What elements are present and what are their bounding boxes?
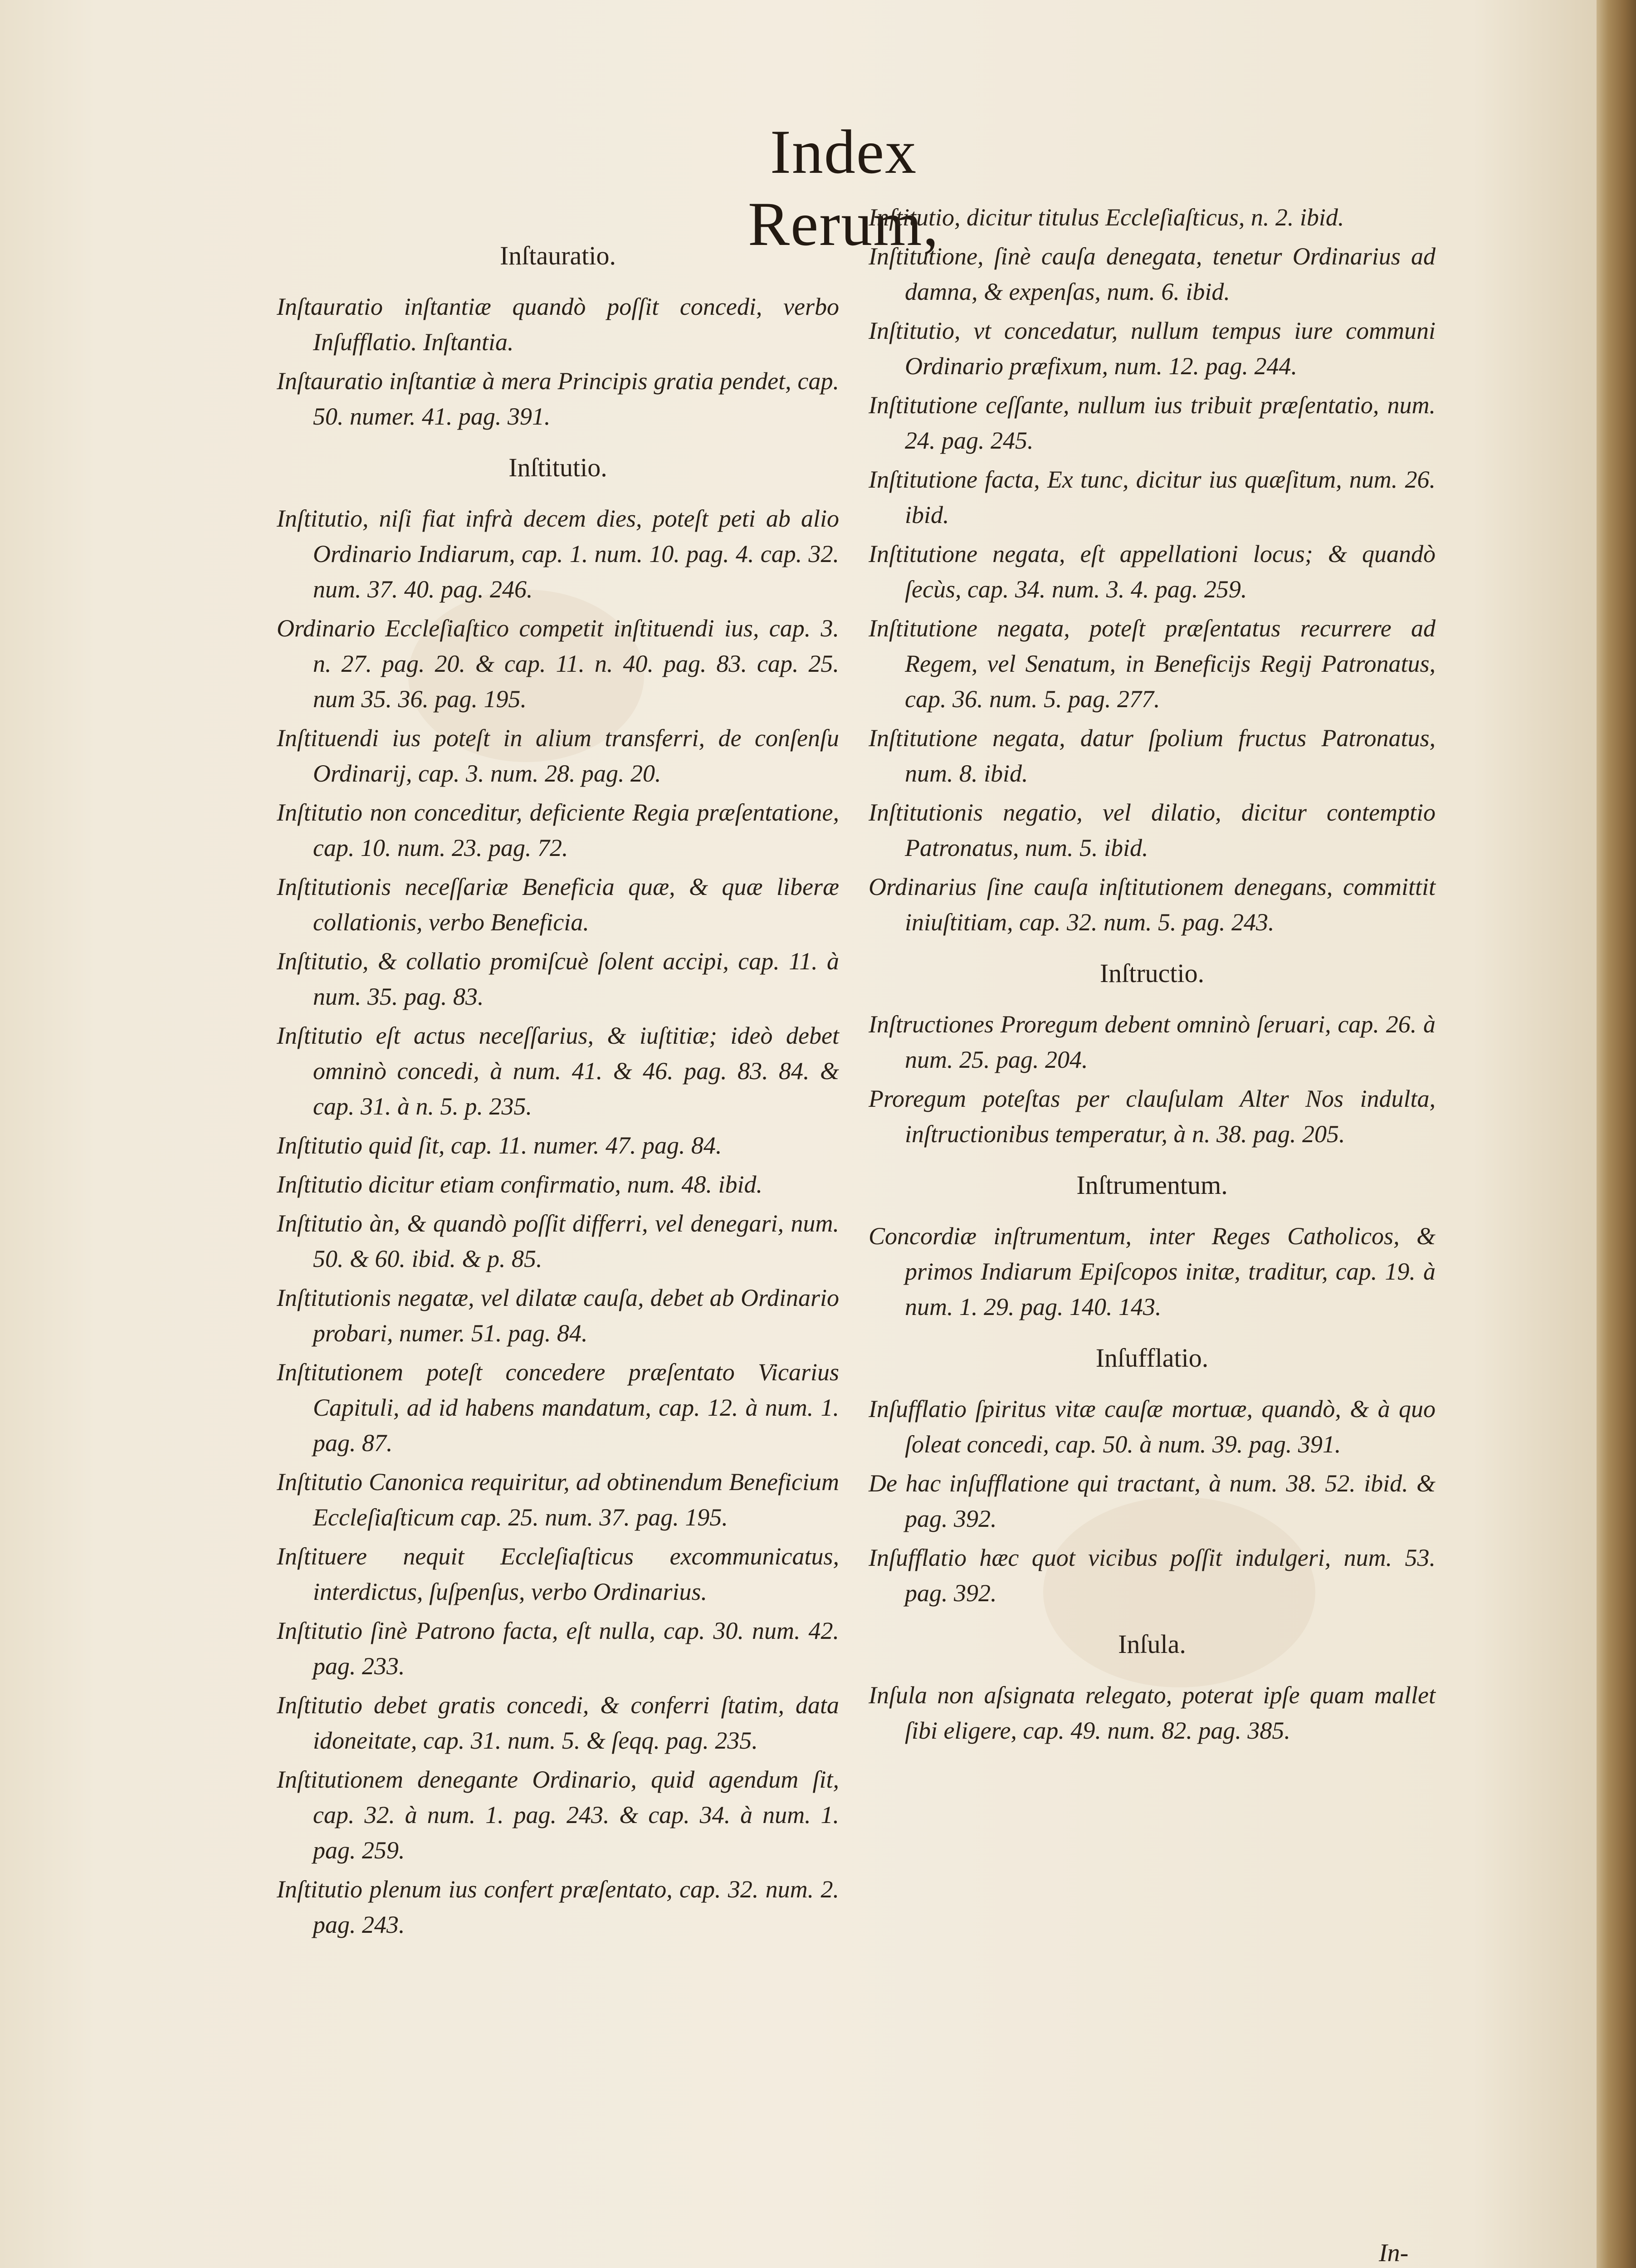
index-entry: Inſtituere nequit Eccleſiaſticus excommunicatus, interdictus, ſuſpenſus, verbo Ordinarius.: [277, 1543, 839, 1605]
index-entry: Inſtitutio debet gratis concedi, & conferri ſtatim, data idoneitate, cap. 31. num. 5. & ſeqq. pag. 235.: [277, 1691, 839, 1754]
index-entry: Concordiæ inſtrumentum, inter Reges Catholicos, & primos Indiarum Epiſcopos initæ, traditur, cap. 19. à num. 1. 29. pag. 140. 143.: [869, 1222, 1436, 1320]
book-binding-edge: [1597, 0, 1636, 2268]
index-entry: Inſtitutione facta, Ex tunc, dicitur ius quæſitum, num. 26. ibid.: [869, 466, 1436, 528]
index-entry: Inſtitutio dicitur etiam confirmatio, num. 48. ibid.: [277, 1171, 762, 1198]
index-section: [277, 240, 839, 434]
index-entry: Inſtitutio non conceditur, deficiente Regia præſentatione, cap. 10. num. 23. pag. 72.: [277, 799, 839, 861]
running-title: Index Rerum,: [747, 117, 940, 259]
index-entry: Inſtructiones Proregum debent omninò ſeruari, cap. 26. à num. 25. pag. 204.: [869, 1011, 1436, 1073]
index-entry: Inſtauratio inſtantiæ à mera Principis gratia pendet, cap. 50. numer. 41. pag. 391.: [277, 367, 839, 430]
index-entry: Inſtitutionis negatæ, vel dilatæ cauſa, debet ab Ordinario probari, numer. 51. pag. 84.: [277, 1284, 839, 1347]
right-column: [869, 200, 1436, 1752]
index-entry: Ordinarius ſine cauſa inſtitutionem denegans, committit iniuſtitiam, cap. 32. num. 5. pag. 243.: [869, 873, 1436, 936]
index-entry: Inſtitutione negata, datur ſpolium fructus Patronatus, num. 8. ibid.: [869, 724, 1436, 787]
index-entry: Inſtitutio àn, & quandò poſſit differri, vel denegari, num. 50. & 60. ibid. & p. 85.: [277, 1210, 839, 1272]
index-entry: Inſtauratio inſtantiæ quandò poſſit concedi, verbo Inſufflatio. Inſtantia.: [277, 293, 839, 356]
index-entry: Inſufflatio ſpiritus vitæ cauſæ mortuæ, quandò, & à quo ſoleat concedi, cap. 50. à num. 39. pag. 391.: [869, 1395, 1436, 1458]
index-entry: Inſtitutione, ſinè cauſa denegata, tenetur Ordinarius ad damna, & expenſas, num. 6. ibid.: [869, 243, 1436, 305]
index-section: [869, 1343, 1436, 1611]
index-entry: Inſtitutio Canonica requiritur, ad obtinendum Beneficium Eccleſiaſticum cap. 25. num. 37. pag. 195.: [277, 1468, 839, 1531]
index-entry: Proregum poteſtas per clauſulam Alter Nos indulta, inſtructionibus temperatur, à n. 38. pag. 205.: [869, 1085, 1436, 1148]
left-column: [277, 222, 839, 1946]
index-entry: Inſtitutionem poteſt concedere præſentato Vicarius Capituli, ad id habens mandatum, cap. 12. à num. 1. pag. 87.: [277, 1359, 839, 1457]
index-section: [869, 1629, 1436, 1748]
index-entry: De hac inſufflatione qui tractant, à num. 38. 52. ibid. & pag. 392.: [869, 1470, 1436, 1532]
index-entry: Inſula non aſsignata relegato, poterat ipſe quam mallet ſibi eligere, cap. 49. num. 82. pag. 385.: [869, 1681, 1436, 1744]
index-entry: Inſufflatio hæc quot vicibus poſſit indulgeri, num. 53. pag. 392.: [869, 1544, 1436, 1607]
section-heading: Inſufflatio.: [1095, 1343, 1209, 1373]
section-heading: Inſula.: [1118, 1629, 1186, 1659]
index-entry: Inſtitutio plenum ius confert præſentato, cap. 32. num. 2. pag. 243.: [277, 1876, 839, 1938]
section-heading: Inſtauratio.: [499, 241, 616, 270]
index-entry: Inſtitutionis negatio, vel dilatio, dicitur contemptio Patronatus, num. 5. ibid.: [869, 799, 1436, 861]
index-entry: Inſtitutione ceſſante, nullum ius tribuit præſentatio, num. 24. pag. 245.: [869, 391, 1436, 454]
index-entry: Inſtitutio, & collatio promiſcuè ſolent accipi, cap. 11. à num. 35. pag. 83.: [277, 948, 839, 1010]
index-entry: Inſtitutio eſt actus neceſſarius, & iuſtitiæ; ideò debet omninò concedi, à num. 41. & 46. pag. 83. 84. & cap. 31. à n. 5. p. 235.: [277, 1022, 839, 1120]
index-entry: Inſtitutione negata, poteſt præſentatus recurrere ad Regem, vel Senatum, in Beneficijs Regij Patronatus, cap. 36. num. 5. pag. 277.: [869, 615, 1436, 713]
index-entry: Ordinario Eccleſiaſtico competit inſtituendi ius, cap. 3. n. 27. pag. 20. & cap. 11. n. 40. pag. 83. cap. 25. num 35. 36. pag. 195.: [277, 615, 839, 713]
index-entry: Inſtituendi ius poteſt in alium transferri, de conſenſu Ordinarij, cap. 3. num. 28. pag. 20.: [277, 724, 839, 787]
index-entry: Inſtitutionem denegante Ordinario, quid agendum ſit, cap. 32. à num. 1. pag. 243. & cap. 34. à num. 1. pag. 259.: [277, 1766, 839, 1864]
index-entry: Inſtitutio, vt concedatur, nullum tempus iure communi Ordinario præfixum, num. 12. pag. 244.: [869, 317, 1436, 380]
index-entry: Inſtitutio ſinè Patrono facta, eſt nulla, cap. 30. num. 42. pag. 233.: [277, 1617, 839, 1680]
section-heading: Inſtrumentum.: [1076, 1170, 1228, 1200]
section-heading: Inſtructio.: [1099, 958, 1205, 988]
index-section: [869, 958, 1436, 1152]
index-entry: Inſtitutio, dicitur titulus Eccleſiaſticus, n. 2. ibid.: [869, 204, 1344, 231]
index-entry: Inſtitutionis neceſſariæ Beneficia quæ, & quæ liberæ collationis, verbo Beneficia.: [277, 873, 839, 936]
index-entry: Inſtitutio, niſi fiat infrà decem dies, poteſt peti ab alio Ordinario Indiarum, cap. 1. num. 10. pag. 4. cap. 32. num. 37. 40. pag. 246.: [277, 505, 839, 603]
index-section: [277, 452, 839, 1942]
index-section: [869, 200, 1436, 940]
section-heading: Inſtitutio.: [508, 453, 607, 482]
catchword: In-: [1379, 2239, 1409, 2267]
index-entry: Inſtitutio quid ſit, cap. 11. numer. 47. pag. 84.: [277, 1132, 722, 1159]
index-section: [869, 1170, 1436, 1325]
index-entry: Inſtitutione negata, eſt appellationi locus; & quandò ſecùs, cap. 34. num. 3. 4. pag. 259.: [869, 540, 1436, 603]
